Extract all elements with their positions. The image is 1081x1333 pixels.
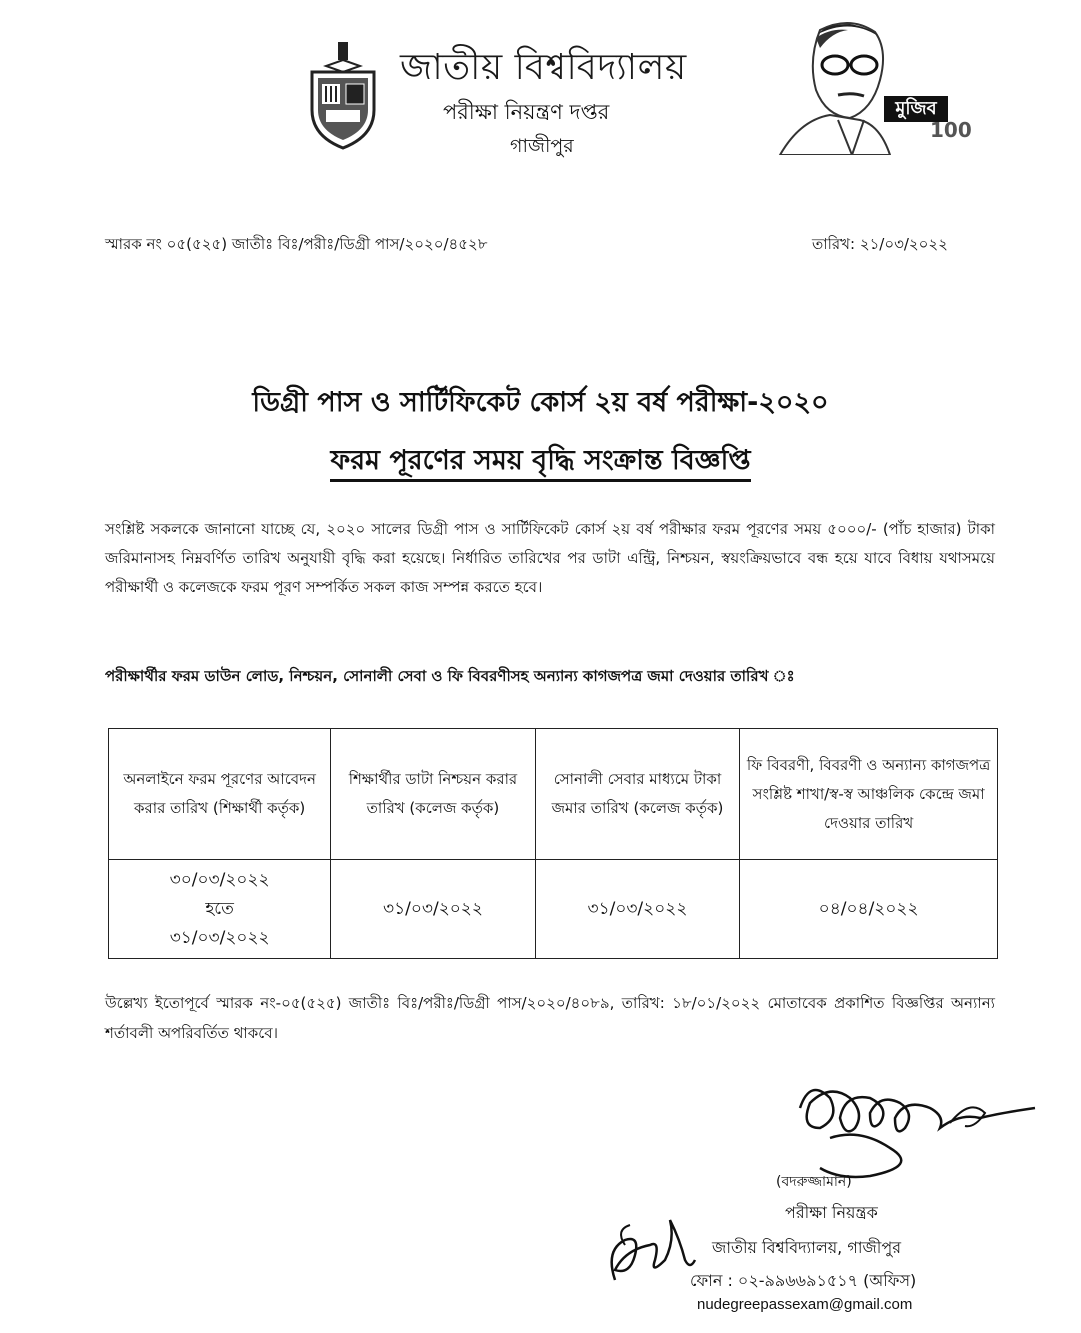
memo-date: তারিখ: ২১/০৩/২০২২	[812, 235, 948, 253]
signatory-email: nudegreepassexam@gmail.com	[697, 1296, 913, 1313]
university-logo	[302, 40, 384, 152]
table-header-row	[109, 729, 998, 860]
table-caption: পরীক্ষার্থীর ফরম ডাউন লোড, নিশ্চয়ন, সোনালী সেবা ও ফি বিবরণীসহ অন্যান্য কাগজপত্র জমা দেওয়ার তারিখ ঃ	[105, 667, 795, 685]
cell-payment-date: ৩১/০৩/২০২২	[535, 860, 739, 959]
header-document-submission: ফি বিবরণী, বিবরণী ও অন্যান্য কাগজপত্র সংশ্লিষ্ট শাখা/স্ব-স্ব আঞ্চলিক কেন্দ্রে জমা দেওয়ার তারিখ	[740, 729, 998, 860]
cell-online-dates	[109, 860, 331, 959]
notice-subtitle-text: ফরম পূরণের সময় বৃদ্ধি সংক্রান্ত বিজ্ঞপ্তি	[330, 445, 750, 482]
signatory-name: (বদরুজ্জামান)	[776, 1174, 852, 1190]
mujib-logo-number: 100	[930, 118, 972, 142]
online-from-date: ৩০/০৩/২০২২	[169, 869, 270, 890]
notice-footnote: উল্লেখ্য ইতোপূর্বে স্মারক নং-০৫(৫২৫) জাতীঃ বিঃ/পরীঃ/ডিগ্রী পাস/২০২০/৪০৮৯, তারিখ: ১৮/০১/২০২২ মোতাবেক প্রকাশিত বিজ্ঞপ্তির অন্যান্য শর্তাবলী অপরিবর্তিত থাকবে।	[105, 994, 995, 1042]
signatory-institution: জাতীয় বিশ্ববিদ্যালয়, গাজীপুর	[712, 1238, 902, 1257]
notice-body: সংশ্লিষ্ট সকলকে জানানো যাচ্ছে যে, ২০২০ সালের ডিগ্রী পাস ও সার্টিফিকেট কোর্স ২য় বর্ষ পরীক্ষার ফরম পূরণের সময় ৫০০০/- (পাঁচ হাজার) টাকা জরিমানাসহ নিম্নবর্ণিত তারিখ অনুযায়ী বৃদ্ধি করা হয়েছে। নির্ধারিত তারিখের পর ডাটা এন্ট্রি, নিশ্চয়ন, স্বয়ংক্রিয়ভাবে বন্ধ হয়ে যাবে বিধায় যথাসময়ে পরীক্ষার্থী ও কলেজকে ফরম পূরণ সম্পর্কিত সকল কাজ সম্পন্ন করতে হবে।	[105, 520, 995, 596]
memo-reference: স্মারক নং ০৫(৫২৫) জাতীঃ বিঃ/পরীঃ/ডিগ্রী পাস/২০২০/৪৫২৮	[105, 235, 488, 253]
header-payment: সোনালী সেবার মাধ্যমে টাকা জমার তারিখ (কলেজ কর্তৃক)	[535, 729, 739, 860]
online-to-word: হতে	[205, 898, 234, 919]
online-to-date: ৩১/০৩/২০২২	[169, 927, 270, 948]
office-city: গাজীপুর	[510, 135, 574, 157]
header-online-application: অনলাইনে ফরম পূরণের আবেদন করার তারিখ (শিক্ষার্থী কর্তৃক)	[109, 729, 331, 860]
notice-subtitle	[0, 440, 1081, 485]
dates-table	[108, 728, 998, 959]
table-row	[109, 860, 998, 959]
mujib-logo-text: মুজিব	[884, 96, 948, 122]
cell-verify-date: ৩১/০৩/২০২২	[331, 860, 535, 959]
office-name: পরীক্ষা নিয়ন্ত্রণ দপ্তর	[443, 100, 610, 124]
notice-title: ডিগ্রী পাস ও সার্টিফিকেট কোর্স ২য় বর্ষ পরীক্ষা-২০২০	[252, 387, 829, 418]
cell-submit-date: ০৪/০৪/২০২২	[740, 860, 998, 959]
header-data-verification: শিক্ষার্থীর ডাটা নিশ্চয়ন করার তারিখ (কলেজ কর্তৃক)	[331, 729, 535, 860]
university-name: জাতীয় বিশ্ববিদ্যালয়	[400, 47, 687, 88]
signatory-title: পরীক্ষা নিয়ন্ত্রক	[785, 1203, 878, 1222]
signatory-phone: ফোন : ০২-৯৯৬৬৯১৫১৭ (অফিস)	[690, 1271, 917, 1290]
initials-signature-image	[595, 1200, 705, 1295]
signature-image	[770, 1068, 1040, 1183]
